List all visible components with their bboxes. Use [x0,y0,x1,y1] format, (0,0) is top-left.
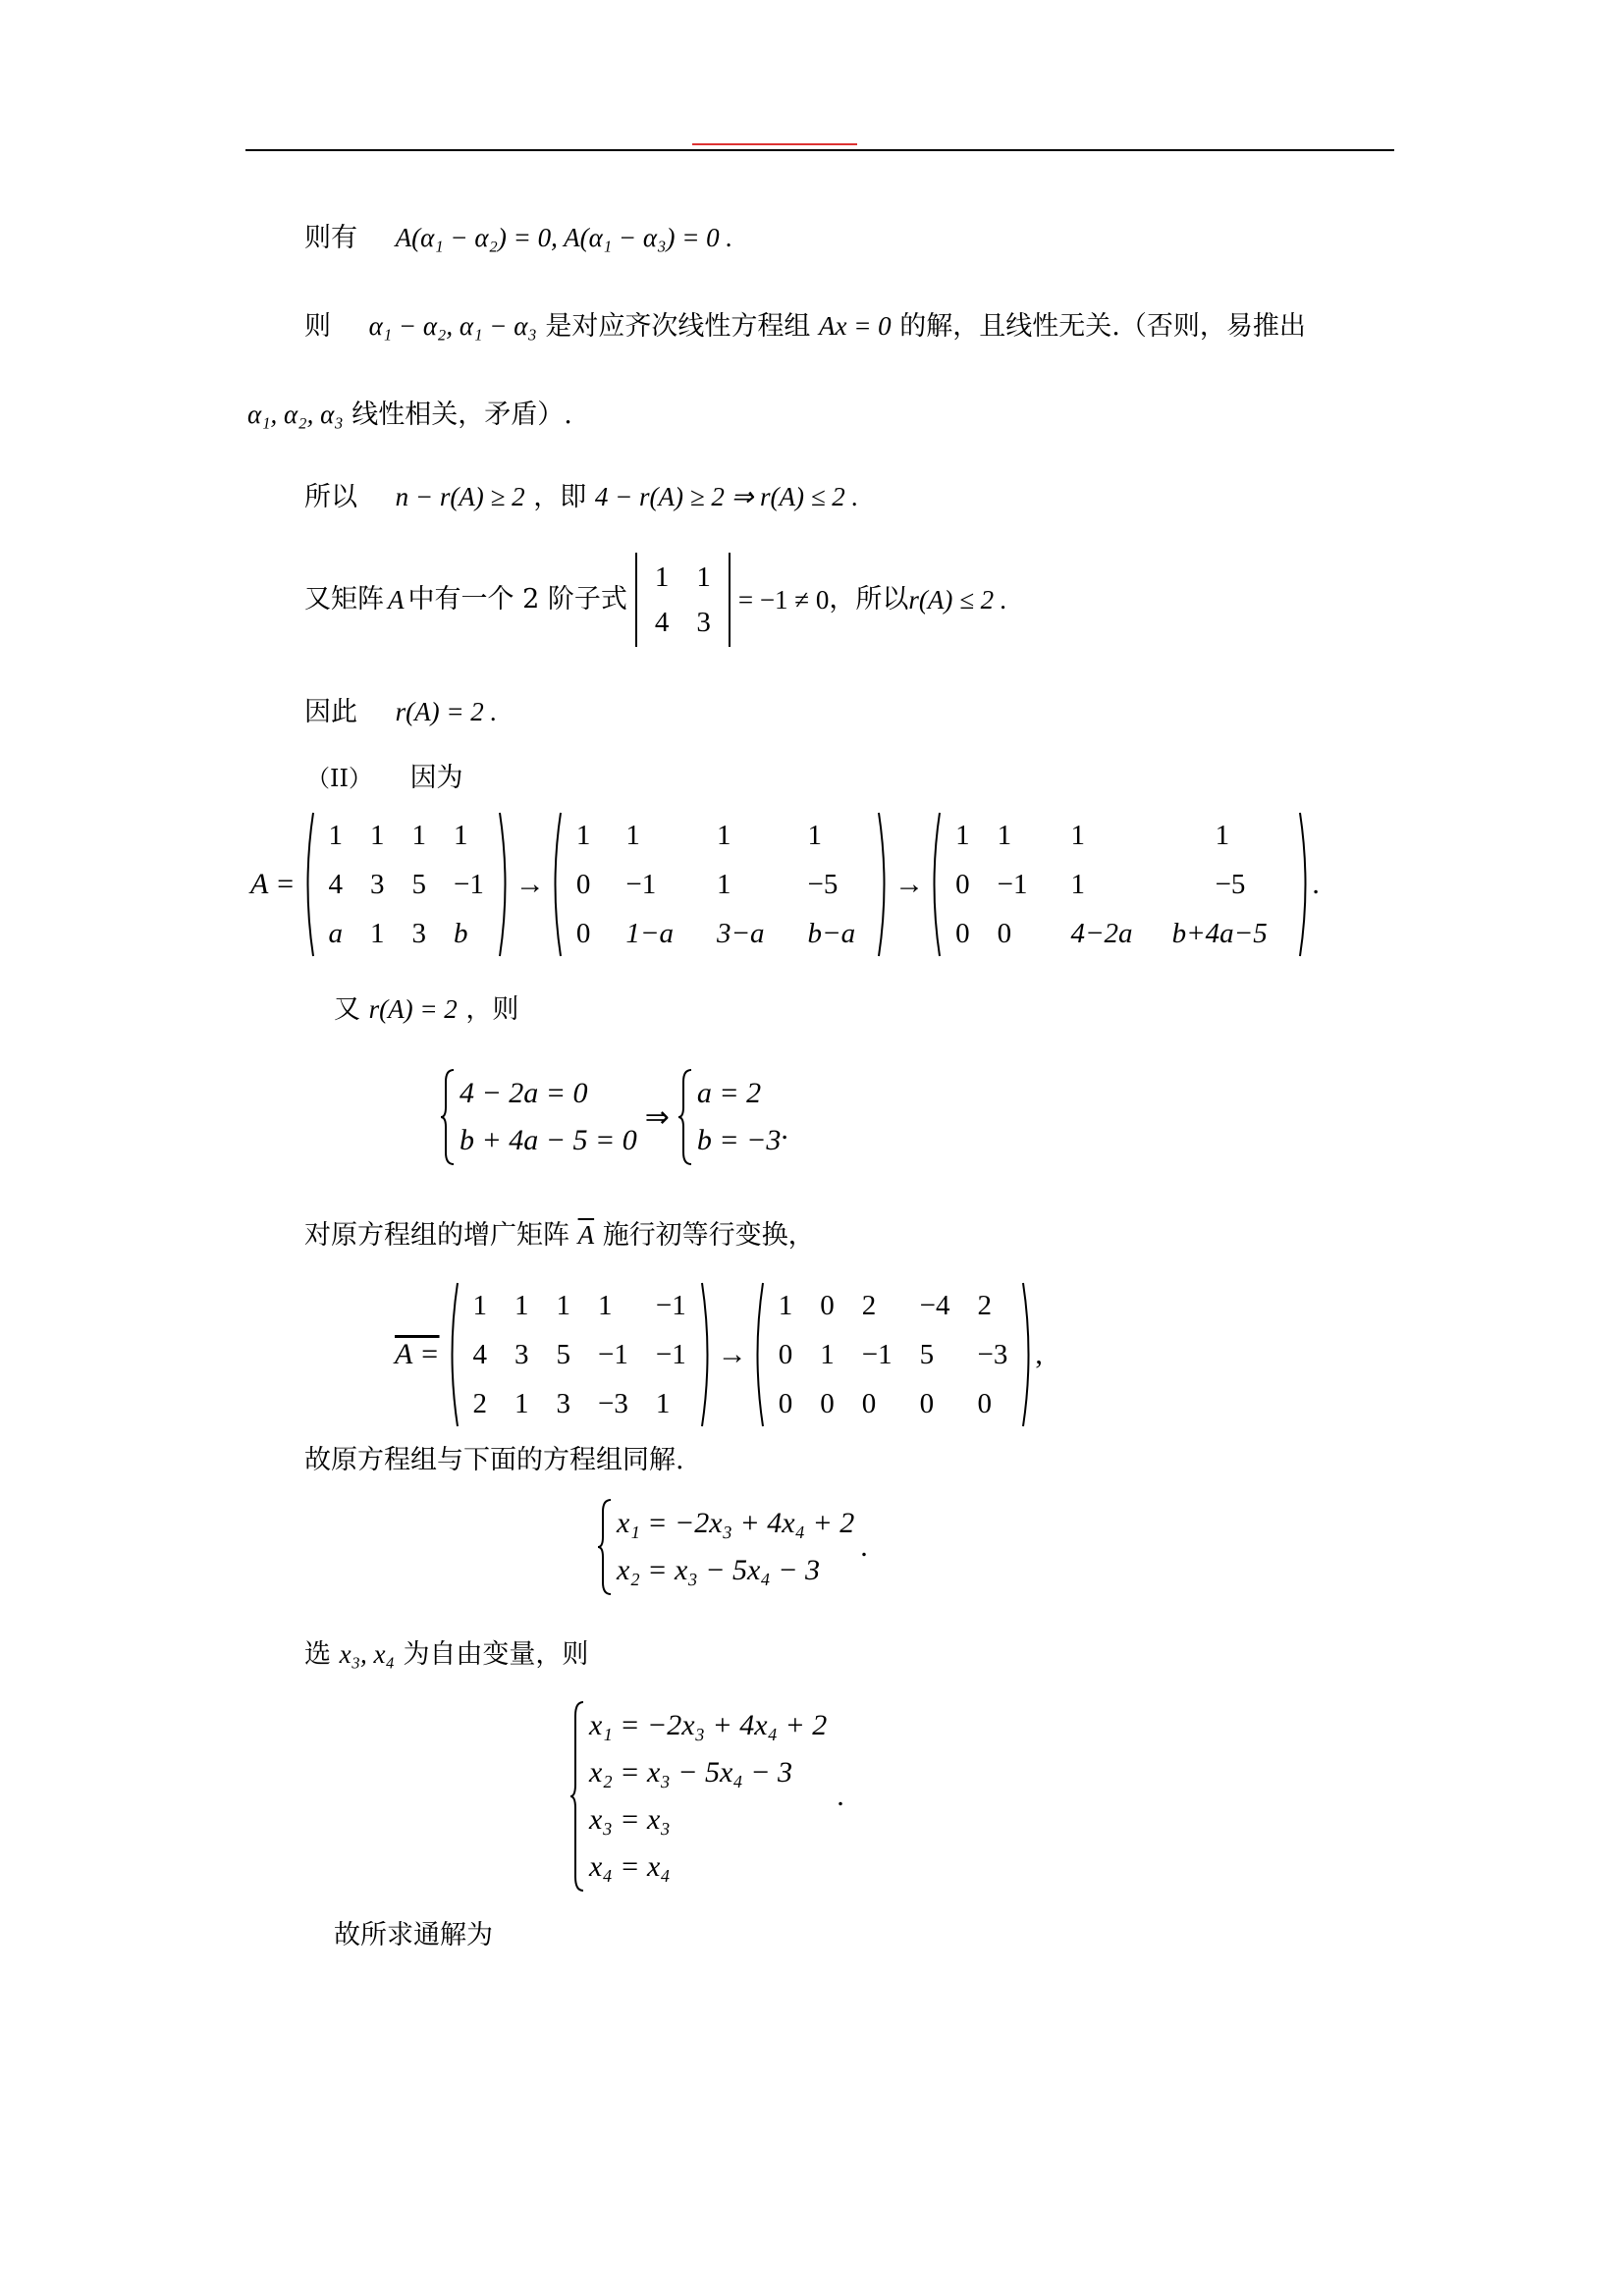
matrix-cell: 1 [575,819,591,851]
line-3-text: 线性相关，矛盾）. [352,400,572,430]
line-5-matrix-name: A [388,585,405,614]
det-cell: 1 [654,561,670,593]
augmented-lhs-text: A = [395,1338,440,1370]
right-paren [1021,1281,1035,1428]
matrix-cell: 0 [820,1289,835,1321]
line-7-text: 因为 [409,763,463,793]
line-2 [304,306,1306,347]
matrix-cell: 1 [514,1289,529,1321]
matrix-cell: 1 [370,819,385,851]
comma: , [1035,1338,1043,1370]
matrix-cell: 1 [370,917,385,949]
line-5-formula: r(A) ≤ 2 . [908,585,1007,614]
left-paren [751,1281,765,1428]
augmented-matrix-symbol: $\overline{A}$ [577,1220,595,1250]
line-10-text: 故原方程组与下面的方程组同解. [304,1445,684,1475]
line-4-lead: 所以 [304,482,357,512]
matrix-cell: −1 [625,868,657,900]
matrix-cell: 3−a [716,917,765,949]
matrix-cell: 4 [472,1338,488,1370]
matrix-cell: 0 [955,917,970,949]
matrix-cell: 1 [1070,819,1085,851]
line-4-formula-2: 4 − r(A) ≥ 2 ⇒ r(A) ≤ 2 . [594,482,859,511]
matrix-chain-augmented [395,1281,1043,1428]
line-8-formula: r(A) = 2 [368,994,458,1024]
matrix-cell: 2 [861,1289,877,1321]
system-1-right [697,1070,782,1164]
line-4-mid: ，即 [533,482,587,512]
equation: 4 − 2a = 0 [460,1077,588,1109]
matrix-cell: 1 [1215,819,1230,851]
line-8-tail: ，则 [465,994,519,1025]
header-red-mark [692,143,857,145]
matrix-cell: 0 [575,917,591,949]
line-11-tail: 为自由变量，则 [403,1639,589,1670]
matrix-cell: 1 [411,819,427,851]
matrix-cell: −1 [997,868,1028,900]
matrix-cell: −5 [807,868,839,900]
equation: x₃ = x₃ [589,1803,671,1836]
period: . [837,1780,844,1812]
matrix-cell: 3 [514,1338,529,1370]
matrix-cell: 4 [328,868,344,900]
matrix-cell: −1 [598,1338,628,1370]
matrix-cell: 0 [778,1338,793,1370]
matrix-cell: b [454,917,468,949]
right-paren [1298,811,1312,958]
line-2-tail: 的解，且线性无关.（否则，易推出 [899,311,1306,342]
matrix-cell: 1−a [625,917,674,949]
matrix-cell: 0 [919,1387,935,1419]
matrix-cell: 5 [919,1338,935,1370]
line-6 [304,692,497,732]
matrix-cell: −1 [655,1338,686,1370]
matrix-cell: 1 [625,819,640,851]
matrix-cell: 3 [411,917,427,949]
matrix-cell: 1 [807,819,823,851]
left-paren [549,811,563,958]
matrix-cell: −3 [598,1387,628,1419]
matrix-cell: 1 [716,819,731,851]
matrix-cell: 0 [575,868,591,900]
matrix-cell: 1 [472,1289,488,1321]
matrix-cell: b+4a−5 [1171,917,1268,949]
section-label: （II） [306,765,372,792]
equation: x₂ = x₃ − 5x₄ − 3 [589,1756,792,1789]
right-paren [877,811,891,958]
matrix-cell: −1 [454,868,484,900]
line-9 [304,1215,815,1255]
matrix-cell: 5 [411,868,427,900]
matrix-cell: −3 [977,1338,1008,1370]
system-1-left [460,1070,637,1164]
matrix-cell: 1 [1070,868,1085,900]
line-1-formula: A(α₁ − α₂) = 0, A(α₁ − α₃) = 0 . [395,223,733,252]
matrix-cell: b−a [807,917,856,949]
matrix-a-lhs: A = [250,868,296,900]
line-10 [304,1441,684,1480]
system-3 [569,1700,844,1893]
matrix-cell: 0 [955,868,970,900]
line-12 [334,1916,493,1955]
matrix-a-1 [315,811,498,958]
line-11 [304,1634,588,1675]
line-6-lead: 因此 [304,697,357,727]
line-1 [304,218,732,258]
matrix-cell: −5 [1215,868,1246,900]
arrow: → [717,1338,747,1370]
equation: x₄ = x₄ [589,1850,671,1883]
matrix-chain-a [250,811,1320,958]
det-cell: 4 [654,607,670,638]
equation: a = 2 [696,1077,762,1109]
line-12-text: 故所求通解为 [334,1920,493,1950]
det-cell: 1 [696,561,711,593]
line-3 [247,395,572,435]
equation: b + 4a − 5 = 0 [460,1124,637,1156]
line-7 [306,759,463,798]
right-paren [700,1281,714,1428]
matrix-cell: 1 [598,1289,613,1321]
line-6-formula: r(A) = 2 . [395,697,498,726]
matrix-cell: a [328,917,344,949]
line-5-text: 中有一个 2 阶子式 [407,584,627,614]
line-2-lead: 则 [304,311,331,342]
line-2-formula: α₁ − α₂, α₁ − α₃ [368,311,537,341]
matrix-cell: 0 [861,1387,877,1419]
matrix-a-2 [563,811,877,958]
matrix-cell: 0 [977,1387,992,1419]
line-11-formula: x₃, x₄ [339,1639,395,1669]
system-3-lines [589,1702,827,1891]
line-9-tail: 施行初等行变换， [602,1220,815,1251]
line-8-lead: 又 [334,994,360,1025]
left-paren [928,811,942,958]
header-rule [245,149,1394,151]
left-paren [301,811,315,958]
matrix-cell: 1 [328,819,344,851]
matrix-cell: 4−2a [1070,917,1133,949]
matrix-cell: −1 [655,1289,686,1321]
line-2-text: 是对应齐次线性方程组 [545,311,811,342]
matrix-cell: 5 [556,1338,571,1370]
left-brace [677,1068,693,1166]
left-brace [440,1068,456,1166]
system-2-lines [617,1500,854,1594]
matrix-cell: 0 [997,917,1012,949]
matrix-cell: 2 [977,1289,992,1321]
left-brace [597,1498,613,1596]
arrow: → [514,868,545,900]
equation: b = −3 [696,1124,782,1156]
matrix-a-3 [942,811,1298,958]
matrix-cell: 0 [820,1387,835,1419]
matrix-cell: 1 [997,819,1012,851]
matrix-cell: 1 [716,868,731,900]
period: . [1312,868,1320,900]
matrix-cell: 1 [655,1387,671,1419]
determinant [635,553,731,647]
det-cell: 3 [696,607,711,638]
system-2 [597,1498,868,1596]
matrix-cell: 1 [454,819,468,851]
matrix-cell: 2 [472,1387,488,1419]
matrix-cell: 0 [778,1387,793,1419]
matrix-cell: 1 [778,1289,793,1321]
matrix-cell: 1 [556,1289,571,1321]
line-5-lead: 又矩阵 [304,584,384,614]
system-1 [440,1068,788,1166]
equation: x₂ = x₃ − 5x₄ − 3 [617,1554,820,1586]
left-brace [569,1700,585,1893]
matrix-cell: −4 [919,1289,950,1321]
line-1-lead: 则有 [304,223,357,253]
line-8 [334,989,518,1030]
period: . [860,1530,868,1563]
equation: x₁ = −2x₃ + 4x₄ + 2 [617,1507,855,1539]
left-paren [446,1281,460,1428]
period: . [781,1113,788,1146]
implies-arrow: ⇒ [644,1100,670,1134]
matrix-cell: 3 [370,868,385,900]
matrix-cell: 1 [955,819,970,851]
line-9-lead: 对原方程组的增广矩阵 [304,1220,569,1251]
augmented-matrix-1 [460,1281,700,1428]
line-2-eq: Ax = 0 [818,311,892,341]
matrix-cell: 1 [820,1338,835,1370]
matrix-cell: 3 [556,1387,571,1419]
matrix-cell: 1 [514,1387,529,1419]
line-5 [304,553,1007,647]
equation: x₁ = −2x₃ + 4x₄ + 2 [589,1709,828,1741]
augmented-lhs [395,1338,440,1371]
line-4 [304,477,858,517]
line-4-formula: n − r(A) ≥ 2 [395,482,525,511]
augmented-matrix-2 [765,1281,1022,1428]
right-paren [498,811,512,958]
arrow: → [894,868,925,900]
line-3-formula: α₁, α₂, α₃ [247,400,344,429]
line-5-value: = −1 ≠ 0 [737,585,830,614]
matrix-cell: −1 [861,1338,893,1370]
line-11-lead: 选 [304,1639,331,1670]
line-5-mid: ，所以 [829,584,909,614]
